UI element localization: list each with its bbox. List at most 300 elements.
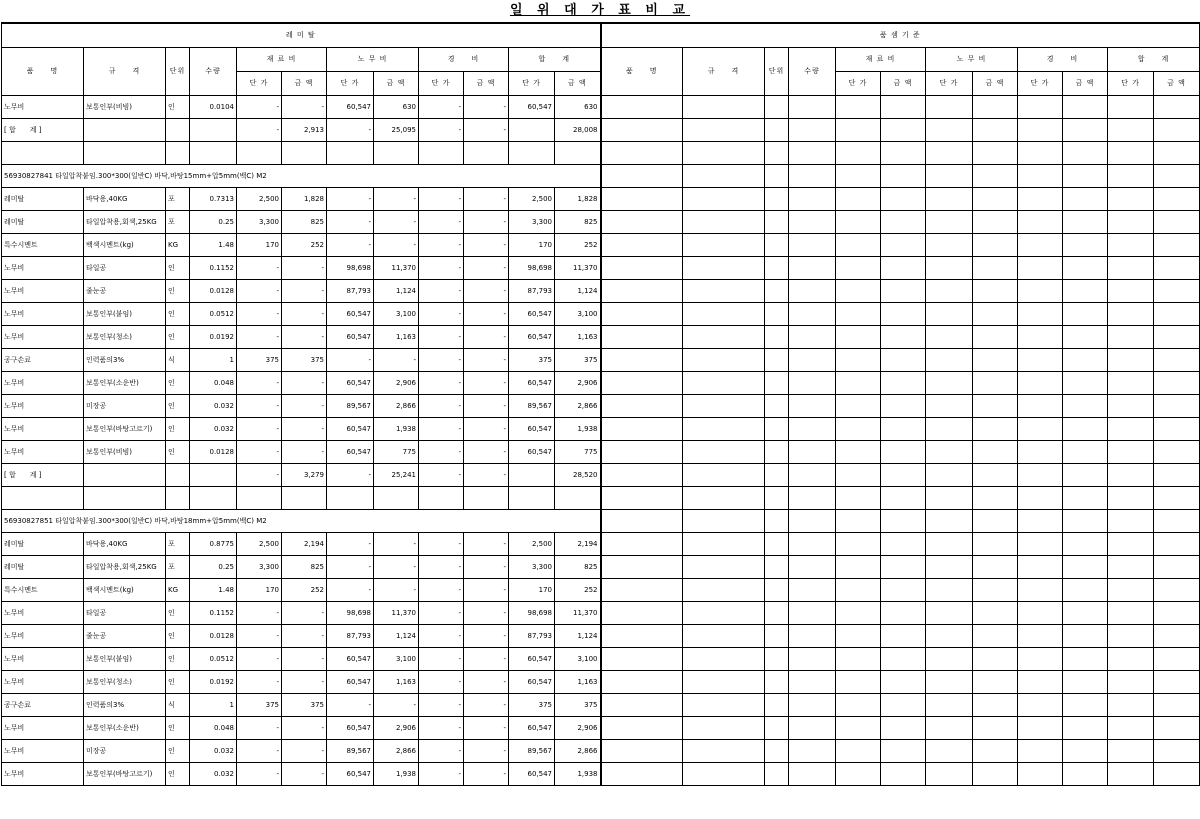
table-row [2, 532, 1200, 555]
empty-cell [926, 693, 973, 716]
cell-unit: 포 [166, 187, 190, 210]
cell-labor-price: - [327, 233, 374, 256]
empty-cell [881, 141, 926, 164]
empty-cell [1018, 647, 1063, 670]
cell-name: 노무비 [2, 279, 84, 302]
cell-expense-price: - [419, 95, 464, 118]
empty-cell [601, 739, 683, 762]
empty-cell [2, 486, 84, 509]
cell-material-amount: 2,194 [282, 532, 327, 555]
empty-cell [190, 141, 237, 164]
table-row [2, 693, 1200, 716]
cell-labor-amount: 2,906 [374, 716, 419, 739]
empty-cell [789, 532, 836, 555]
cell-material-amount: - [282, 325, 327, 348]
cell-material-price: - [237, 716, 282, 739]
sub-unit-price-header: 단 가 [419, 71, 464, 95]
empty-cell [926, 486, 973, 509]
empty-cell [1154, 233, 1200, 256]
cell-spec [84, 118, 166, 141]
empty-cell [926, 348, 973, 371]
empty-cell [765, 394, 789, 417]
cell-material-price: - [237, 95, 282, 118]
empty-cell [789, 762, 836, 785]
empty-cell [765, 463, 789, 486]
empty-cell [789, 440, 836, 463]
empty-cell [683, 256, 765, 279]
empty-cell [1063, 555, 1108, 578]
cell-spec: 보통인부(바탕고르기) [84, 417, 166, 440]
cell-expense-price: - [419, 555, 464, 578]
empty-cell [836, 210, 881, 233]
empty-cell [1063, 417, 1108, 440]
header-right-group: 품 셈 기 준 [601, 23, 1200, 47]
cell-expense-price: - [419, 693, 464, 716]
empty-cell [836, 693, 881, 716]
cell-total-amount: 28,008 [555, 118, 601, 141]
empty-cell [926, 371, 973, 394]
cell-spec: 보통인부(소운반) [84, 716, 166, 739]
empty-cell [881, 647, 926, 670]
empty-cell [881, 463, 926, 486]
cell-spec: 바닥용,40KG [84, 187, 166, 210]
empty-cell [1018, 762, 1063, 785]
empty-cell [327, 141, 374, 164]
cell-name: 노무비 [2, 417, 84, 440]
cell-expense-price: - [419, 647, 464, 670]
cell-total-price: 89,567 [509, 394, 555, 417]
empty-cell [601, 95, 683, 118]
empty-cell [1154, 118, 1200, 141]
cell-total-price [509, 118, 555, 141]
table-row [2, 118, 1200, 141]
empty-cell [1154, 95, 1200, 118]
section-spacer [555, 164, 601, 187]
cell-total-amount: 775 [555, 440, 601, 463]
empty-cell [973, 440, 1018, 463]
cell-total-amount: 1,938 [555, 762, 601, 785]
cell-expense-amount: - [464, 417, 509, 440]
empty-cell [601, 279, 683, 302]
cell-total-amount: 375 [555, 693, 601, 716]
cell-qty: 0.0192 [190, 670, 237, 693]
cell-total-amount: 11,370 [555, 601, 601, 624]
table-row [2, 279, 1200, 302]
cell-total-amount: 375 [555, 348, 601, 371]
empty-cell [683, 95, 765, 118]
cell-spec: 보통인부(비빔) [84, 440, 166, 463]
cell-material-amount: 252 [282, 233, 327, 256]
empty-cell [765, 210, 789, 233]
cell-qty: 0.0128 [190, 279, 237, 302]
empty-cell [926, 509, 973, 532]
cell-total-price: 87,793 [509, 279, 555, 302]
cell-qty: 0.8775 [190, 532, 237, 555]
cell-material-amount: - [282, 440, 327, 463]
cell-spec: 줄눈공 [84, 624, 166, 647]
empty-cell [926, 302, 973, 325]
empty-cell [881, 256, 926, 279]
empty-cell [1063, 256, 1108, 279]
empty-cell [1108, 578, 1154, 601]
empty-cell [601, 509, 683, 532]
cell-total-price: 2,500 [509, 532, 555, 555]
empty-cell [1108, 325, 1154, 348]
empty-cell [683, 187, 765, 210]
empty-cell [1063, 647, 1108, 670]
cell-material-amount: - [282, 647, 327, 670]
section-title: 56930827851 타일압착붙임.300*300(일반C) 바닥,바탕18mm+압5mm(백C) M2 [2, 509, 555, 532]
empty-cell [601, 210, 683, 233]
cell-qty: 0.0128 [190, 440, 237, 463]
cell-material-amount: - [282, 716, 327, 739]
empty-cell [973, 164, 1018, 187]
empty-cell [1108, 739, 1154, 762]
cell-total-price: 60,547 [509, 95, 555, 118]
cell-expense-price: - [419, 394, 464, 417]
empty-cell [836, 716, 881, 739]
empty-cell [789, 371, 836, 394]
cell-qty: 0.0512 [190, 302, 237, 325]
cell-total-amount: 1,828 [555, 187, 601, 210]
cell-labor-amount: - [374, 532, 419, 555]
empty-cell [836, 371, 881, 394]
empty-cell [1154, 693, 1200, 716]
empty-cell [1108, 256, 1154, 279]
empty-cell [601, 578, 683, 601]
empty-cell [789, 624, 836, 647]
cell-material-amount: - [282, 394, 327, 417]
cell-unit: 인 [166, 417, 190, 440]
document-title-text: 일 위 대 가 표 비 교 [509, 3, 691, 18]
empty-cell [1018, 302, 1063, 325]
empty-cell [1108, 187, 1154, 210]
cell-labor-price: 89,567 [327, 394, 374, 417]
empty-cell [1018, 164, 1063, 187]
empty-cell [973, 739, 1018, 762]
cell-unit: 인 [166, 716, 190, 739]
empty-cell [237, 486, 282, 509]
empty-cell [282, 141, 327, 164]
empty-cell [683, 325, 765, 348]
cell-spec: 미장공 [84, 394, 166, 417]
empty-cell [1063, 394, 1108, 417]
empty-cell [683, 716, 765, 739]
empty-cell [973, 693, 1018, 716]
cell-name: [ 합 계 ] [2, 463, 84, 486]
empty-cell [683, 463, 765, 486]
empty-cell [1108, 371, 1154, 394]
cell-qty: 0.032 [190, 394, 237, 417]
empty-cell [464, 486, 509, 509]
cell-unit: KG [166, 233, 190, 256]
empty-cell [1018, 716, 1063, 739]
cell-name: 레미탈 [2, 532, 84, 555]
cell-unit: 포 [166, 555, 190, 578]
cell-labor-amount: 11,370 [374, 256, 419, 279]
cell-material-price: 2,500 [237, 532, 282, 555]
cell-total-price: 60,547 [509, 371, 555, 394]
cell-total-price: 60,547 [509, 647, 555, 670]
cell-material-amount: 1,828 [282, 187, 327, 210]
empty-cell [789, 348, 836, 371]
cell-material-price: - [237, 371, 282, 394]
col-material-header: 재 료 비 [237, 47, 327, 71]
col-spec-header: 규 격 [84, 47, 166, 95]
cell-material-price: 3,300 [237, 210, 282, 233]
cell-total-amount: 3,100 [555, 647, 601, 670]
cell-spec: 타일공 [84, 256, 166, 279]
empty-cell [1018, 118, 1063, 141]
empty-cell [765, 440, 789, 463]
empty-cell [1063, 762, 1108, 785]
table-row [2, 371, 1200, 394]
empty-cell [282, 486, 327, 509]
empty-cell [419, 486, 464, 509]
sub-unit-price-header: 단 가 [327, 71, 374, 95]
cell-expense-amount: - [464, 440, 509, 463]
empty-cell [601, 164, 683, 187]
col-qty-header: 수량 [789, 47, 836, 95]
empty-cell [836, 394, 881, 417]
cell-total-price: 60,547 [509, 762, 555, 785]
cell-unit [166, 463, 190, 486]
table-row [2, 95, 1200, 118]
empty-cell [836, 739, 881, 762]
empty-cell [765, 716, 789, 739]
cell-unit: 식 [166, 348, 190, 371]
cell-material-price: 3,300 [237, 555, 282, 578]
empty-cell [881, 578, 926, 601]
cell-qty: 0.0128 [190, 624, 237, 647]
empty-cell [926, 279, 973, 302]
empty-cell [926, 440, 973, 463]
cell-total-amount: 2,906 [555, 716, 601, 739]
empty-cell [765, 509, 789, 532]
empty-cell [926, 739, 973, 762]
cell-material-price: - [237, 739, 282, 762]
table-row [2, 348, 1200, 371]
cell-material-price: - [237, 256, 282, 279]
empty-cell [973, 279, 1018, 302]
empty-cell [1063, 601, 1108, 624]
cell-labor-price: 60,547 [327, 302, 374, 325]
empty-cell [765, 739, 789, 762]
empty-cell [789, 164, 836, 187]
cell-labor-amount: - [374, 348, 419, 371]
section-spacer [555, 509, 601, 532]
empty-cell [789, 417, 836, 440]
empty-cell [836, 325, 881, 348]
empty-cell [683, 279, 765, 302]
empty-cell [789, 578, 836, 601]
empty-cell [926, 532, 973, 555]
empty-cell [1018, 95, 1063, 118]
cell-expense-amount: - [464, 256, 509, 279]
empty-cell [1108, 95, 1154, 118]
empty-cell [1154, 532, 1200, 555]
empty-cell [601, 302, 683, 325]
cell-qty: 0.048 [190, 716, 237, 739]
empty-cell [601, 532, 683, 555]
cell-material-price: - [237, 325, 282, 348]
cell-labor-amount: 2,866 [374, 394, 419, 417]
empty-cell [1018, 670, 1063, 693]
empty-cell [836, 141, 881, 164]
cell-expense-price: - [419, 463, 464, 486]
cell-qty: 0.0104 [190, 95, 237, 118]
cell-expense-amount: - [464, 210, 509, 233]
empty-cell [683, 624, 765, 647]
cell-expense-price: - [419, 187, 464, 210]
empty-cell [926, 394, 973, 417]
empty-cell [789, 141, 836, 164]
cell-expense-price: - [419, 716, 464, 739]
cell-spec: 미장공 [84, 739, 166, 762]
empty-cell [601, 486, 683, 509]
cell-material-price: - [237, 647, 282, 670]
cell-expense-amount: - [464, 716, 509, 739]
empty-cell [926, 256, 973, 279]
cell-qty: 1 [190, 348, 237, 371]
cell-name: 노무비 [2, 739, 84, 762]
empty-cell [1063, 210, 1108, 233]
cell-total-amount: 2,906 [555, 371, 601, 394]
empty-cell [1018, 325, 1063, 348]
empty-cell [1108, 555, 1154, 578]
empty-cell [973, 210, 1018, 233]
empty-cell [683, 486, 765, 509]
empty-cell [973, 325, 1018, 348]
cell-total-price: 3,300 [509, 555, 555, 578]
empty-cell [789, 486, 836, 509]
empty-cell [1154, 348, 1200, 371]
empty-cell [765, 624, 789, 647]
empty-cell [973, 118, 1018, 141]
empty-cell [765, 601, 789, 624]
table-row [2, 256, 1200, 279]
cell-labor-price: - [327, 463, 374, 486]
table-body [2, 95, 1200, 785]
cell-labor-price: - [327, 118, 374, 141]
empty-cell [601, 371, 683, 394]
cell-unit: 인 [166, 624, 190, 647]
empty-cell [836, 532, 881, 555]
cell-total-price: 375 [509, 693, 555, 716]
cell-expense-price: - [419, 532, 464, 555]
cell-material-amount: 3,279 [282, 463, 327, 486]
empty-cell [1154, 417, 1200, 440]
cell-total-price: 170 [509, 233, 555, 256]
empty-cell [765, 578, 789, 601]
empty-cell [836, 256, 881, 279]
cell-unit: 식 [166, 693, 190, 716]
empty-cell [601, 647, 683, 670]
empty-cell [926, 578, 973, 601]
empty-cell [926, 647, 973, 670]
empty-cell [683, 440, 765, 463]
empty-cell [836, 440, 881, 463]
empty-cell [1063, 302, 1108, 325]
cell-unit: 인 [166, 325, 190, 348]
empty-cell [881, 233, 926, 256]
cell-labor-amount: 1,938 [374, 762, 419, 785]
cell-expense-amount: - [464, 624, 509, 647]
empty-cell [1018, 739, 1063, 762]
empty-cell [1108, 394, 1154, 417]
empty-cell [1154, 325, 1200, 348]
empty-cell [1108, 716, 1154, 739]
blank-row [2, 486, 1200, 509]
empty-cell [1063, 95, 1108, 118]
cell-material-amount: - [282, 739, 327, 762]
empty-cell [683, 647, 765, 670]
cell-expense-price: - [419, 325, 464, 348]
empty-cell [1063, 716, 1108, 739]
col-labor-header: 노 무 비 [327, 47, 419, 71]
cell-unit: 포 [166, 532, 190, 555]
cell-unit [166, 118, 190, 141]
sub-amount-header: 금 액 [973, 71, 1018, 95]
empty-cell [789, 279, 836, 302]
empty-cell [881, 762, 926, 785]
col-total-header: 합 계 [1108, 47, 1200, 71]
empty-cell [926, 716, 973, 739]
empty-cell [765, 164, 789, 187]
empty-cell [1018, 394, 1063, 417]
cell-expense-amount: - [464, 601, 509, 624]
cell-labor-amount: 1,163 [374, 325, 419, 348]
empty-cell [973, 463, 1018, 486]
empty-cell [1154, 670, 1200, 693]
cell-material-amount: - [282, 95, 327, 118]
cell-name: 노무비 [2, 440, 84, 463]
empty-cell [973, 716, 1018, 739]
cell-name: 레미탈 [2, 210, 84, 233]
empty-cell [1154, 302, 1200, 325]
cell-expense-amount: - [464, 187, 509, 210]
cell-total-amount: 2,866 [555, 394, 601, 417]
cell-labor-price: - [327, 187, 374, 210]
cell-material-price: 2,500 [237, 187, 282, 210]
empty-cell [1154, 624, 1200, 647]
empty-cell [926, 555, 973, 578]
empty-cell [1063, 509, 1108, 532]
cell-labor-price: 60,547 [327, 440, 374, 463]
cell-qty: 0.1152 [190, 601, 237, 624]
empty-cell [973, 762, 1018, 785]
cell-labor-price: - [327, 348, 374, 371]
cell-expense-price: - [419, 302, 464, 325]
sub-amount-header: 금 액 [374, 71, 419, 95]
cell-expense-amount: - [464, 739, 509, 762]
col-name-header: 품 명 [601, 47, 683, 95]
cell-name: 노무비 [2, 256, 84, 279]
empty-cell [683, 302, 765, 325]
cell-labor-amount: - [374, 187, 419, 210]
cell-labor-amount: - [374, 233, 419, 256]
cell-expense-amount: - [464, 394, 509, 417]
empty-cell [765, 302, 789, 325]
empty-cell [973, 555, 1018, 578]
empty-cell [1018, 371, 1063, 394]
col-expense-header: 경 비 [419, 47, 509, 71]
table-row [2, 624, 1200, 647]
cell-total-price: 60,547 [509, 417, 555, 440]
empty-cell [789, 302, 836, 325]
empty-cell [1154, 716, 1200, 739]
empty-cell [1154, 256, 1200, 279]
